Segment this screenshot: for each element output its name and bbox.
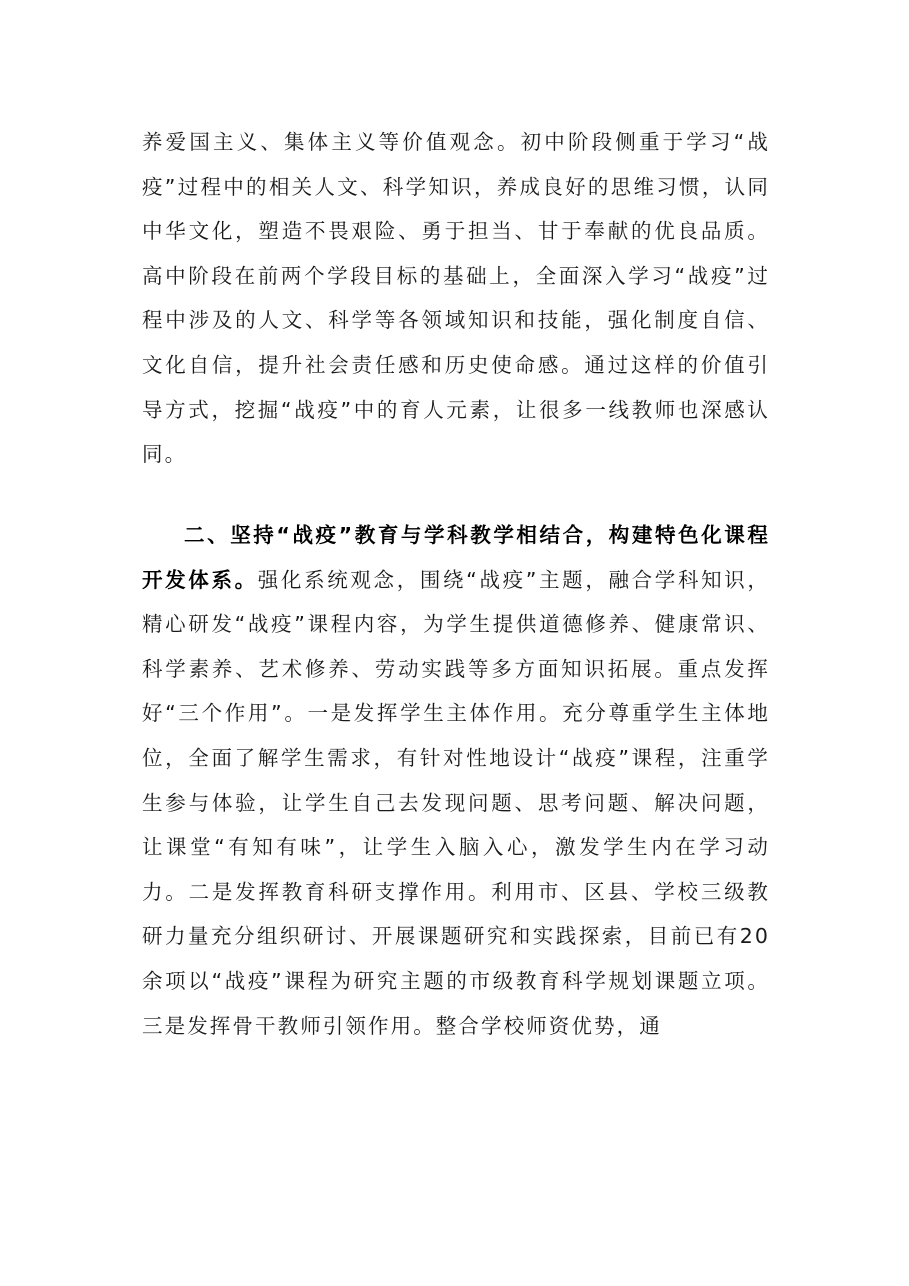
body-paragraph: 养爱国主义、集体主义等价值观念。初中阶段侧重于学习“战疫”过程中的相关人文、科学知识，养成良好的思维习惯，认同中华文化，塑造不畏艰险、勇于担当、甘于奉献的优良品质。高中阶段在前两个学段目标的基础上，全面深入学习“战疫”过程中涉及的人文、科学等各领域知识和技能，强化制度自信、文化自信，提升社会责任感和历史使命感。通过这样的价值引导方式，挖掘“战疫”中的育人元素，让很多一线教师也深感认同。 <box>142 130 770 467</box>
section-heading: 二、坚持“战疫”教育与学科教学相结合，构建特色化课程开发体系。 <box>142 523 770 592</box>
section-body-text: 强化系统观念，围绕“战疫”主题，融合学科知识，精心研发“战疫”课程内容，为学生提供道德修养、健康常识、科学素养、艺术修养、劳动实践等多方面知识拓展。重点发挥好“三个作用”。一是发挥学生主体作用。充分尊重学生主体地位，全面了解学生需求，有针对性地设计“战疫”课程，注重学生参与体验，让学生自己去发现问题、思考问题、解决问题，让课堂“有知有味”，让学生入脑入心，激发学生内在学习动力。二是发挥教育科研支撑作用。利用市、区县、学校三级教研力量充分组织研讨、开展课题研究和实践探索，目前已有20余项以“战疫”课程为研究主题的市级教育科学规划课题立项。三是发挥骨干教师引领作用。整合学校师资优势，通 <box>142 567 771 1038</box>
section-paragraph <box>142 513 770 1048</box>
